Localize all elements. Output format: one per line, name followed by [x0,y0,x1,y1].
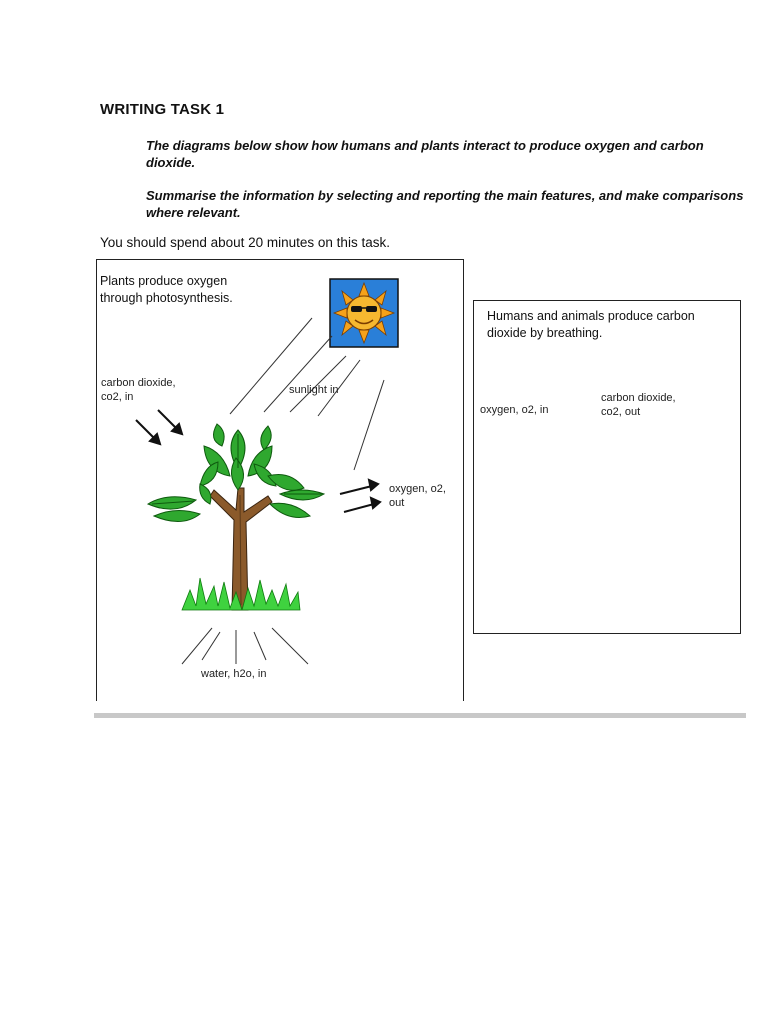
oxygen-out-label-line1: oxygen, o2, [389,483,446,495]
co2-out-label-line1: carbon dioxide, [601,392,676,404]
co2-out-label-line2: co2, out [601,406,641,418]
task-instruction: Summarise the information by selecting and reporting the main features, and make comparisons where relevant. [146,188,744,220]
task-description: The diagrams below show how humans and plants interact to produce oxygen and carbon dioxide. [146,138,704,170]
task-heading: WRITING TASK 1 [100,101,225,118]
sunlight-in-label: sunlight in [289,384,339,396]
oxygen-out-arrows [340,480,380,512]
humans-caption-line2: dioxide by breathing. [487,326,603,340]
sun-icon [330,279,398,347]
tree-icon [148,424,324,610]
co2-in-label-line1: carbon dioxide, [101,377,176,389]
co2-in-label-line2: co2, in [101,391,134,403]
time-note: You should spend about 20 minutes on this task. [100,235,390,250]
plants-caption-line1: Plants produce oxygen [100,274,228,288]
water-rays [182,628,308,664]
humans-diagram-panel [473,300,741,634]
co2-in-arrows [136,410,182,444]
humans-caption-line1: Humans and animals produce carbon [487,309,695,323]
plants-caption-line2: through photosynthesis. [100,291,233,305]
oxygen-in-label: oxygen, o2, in [480,404,549,416]
oxygen-out-label-line2: out [389,497,405,509]
horizontal-divider [94,713,746,718]
water-in-label: water, h2o, in [201,668,267,680]
